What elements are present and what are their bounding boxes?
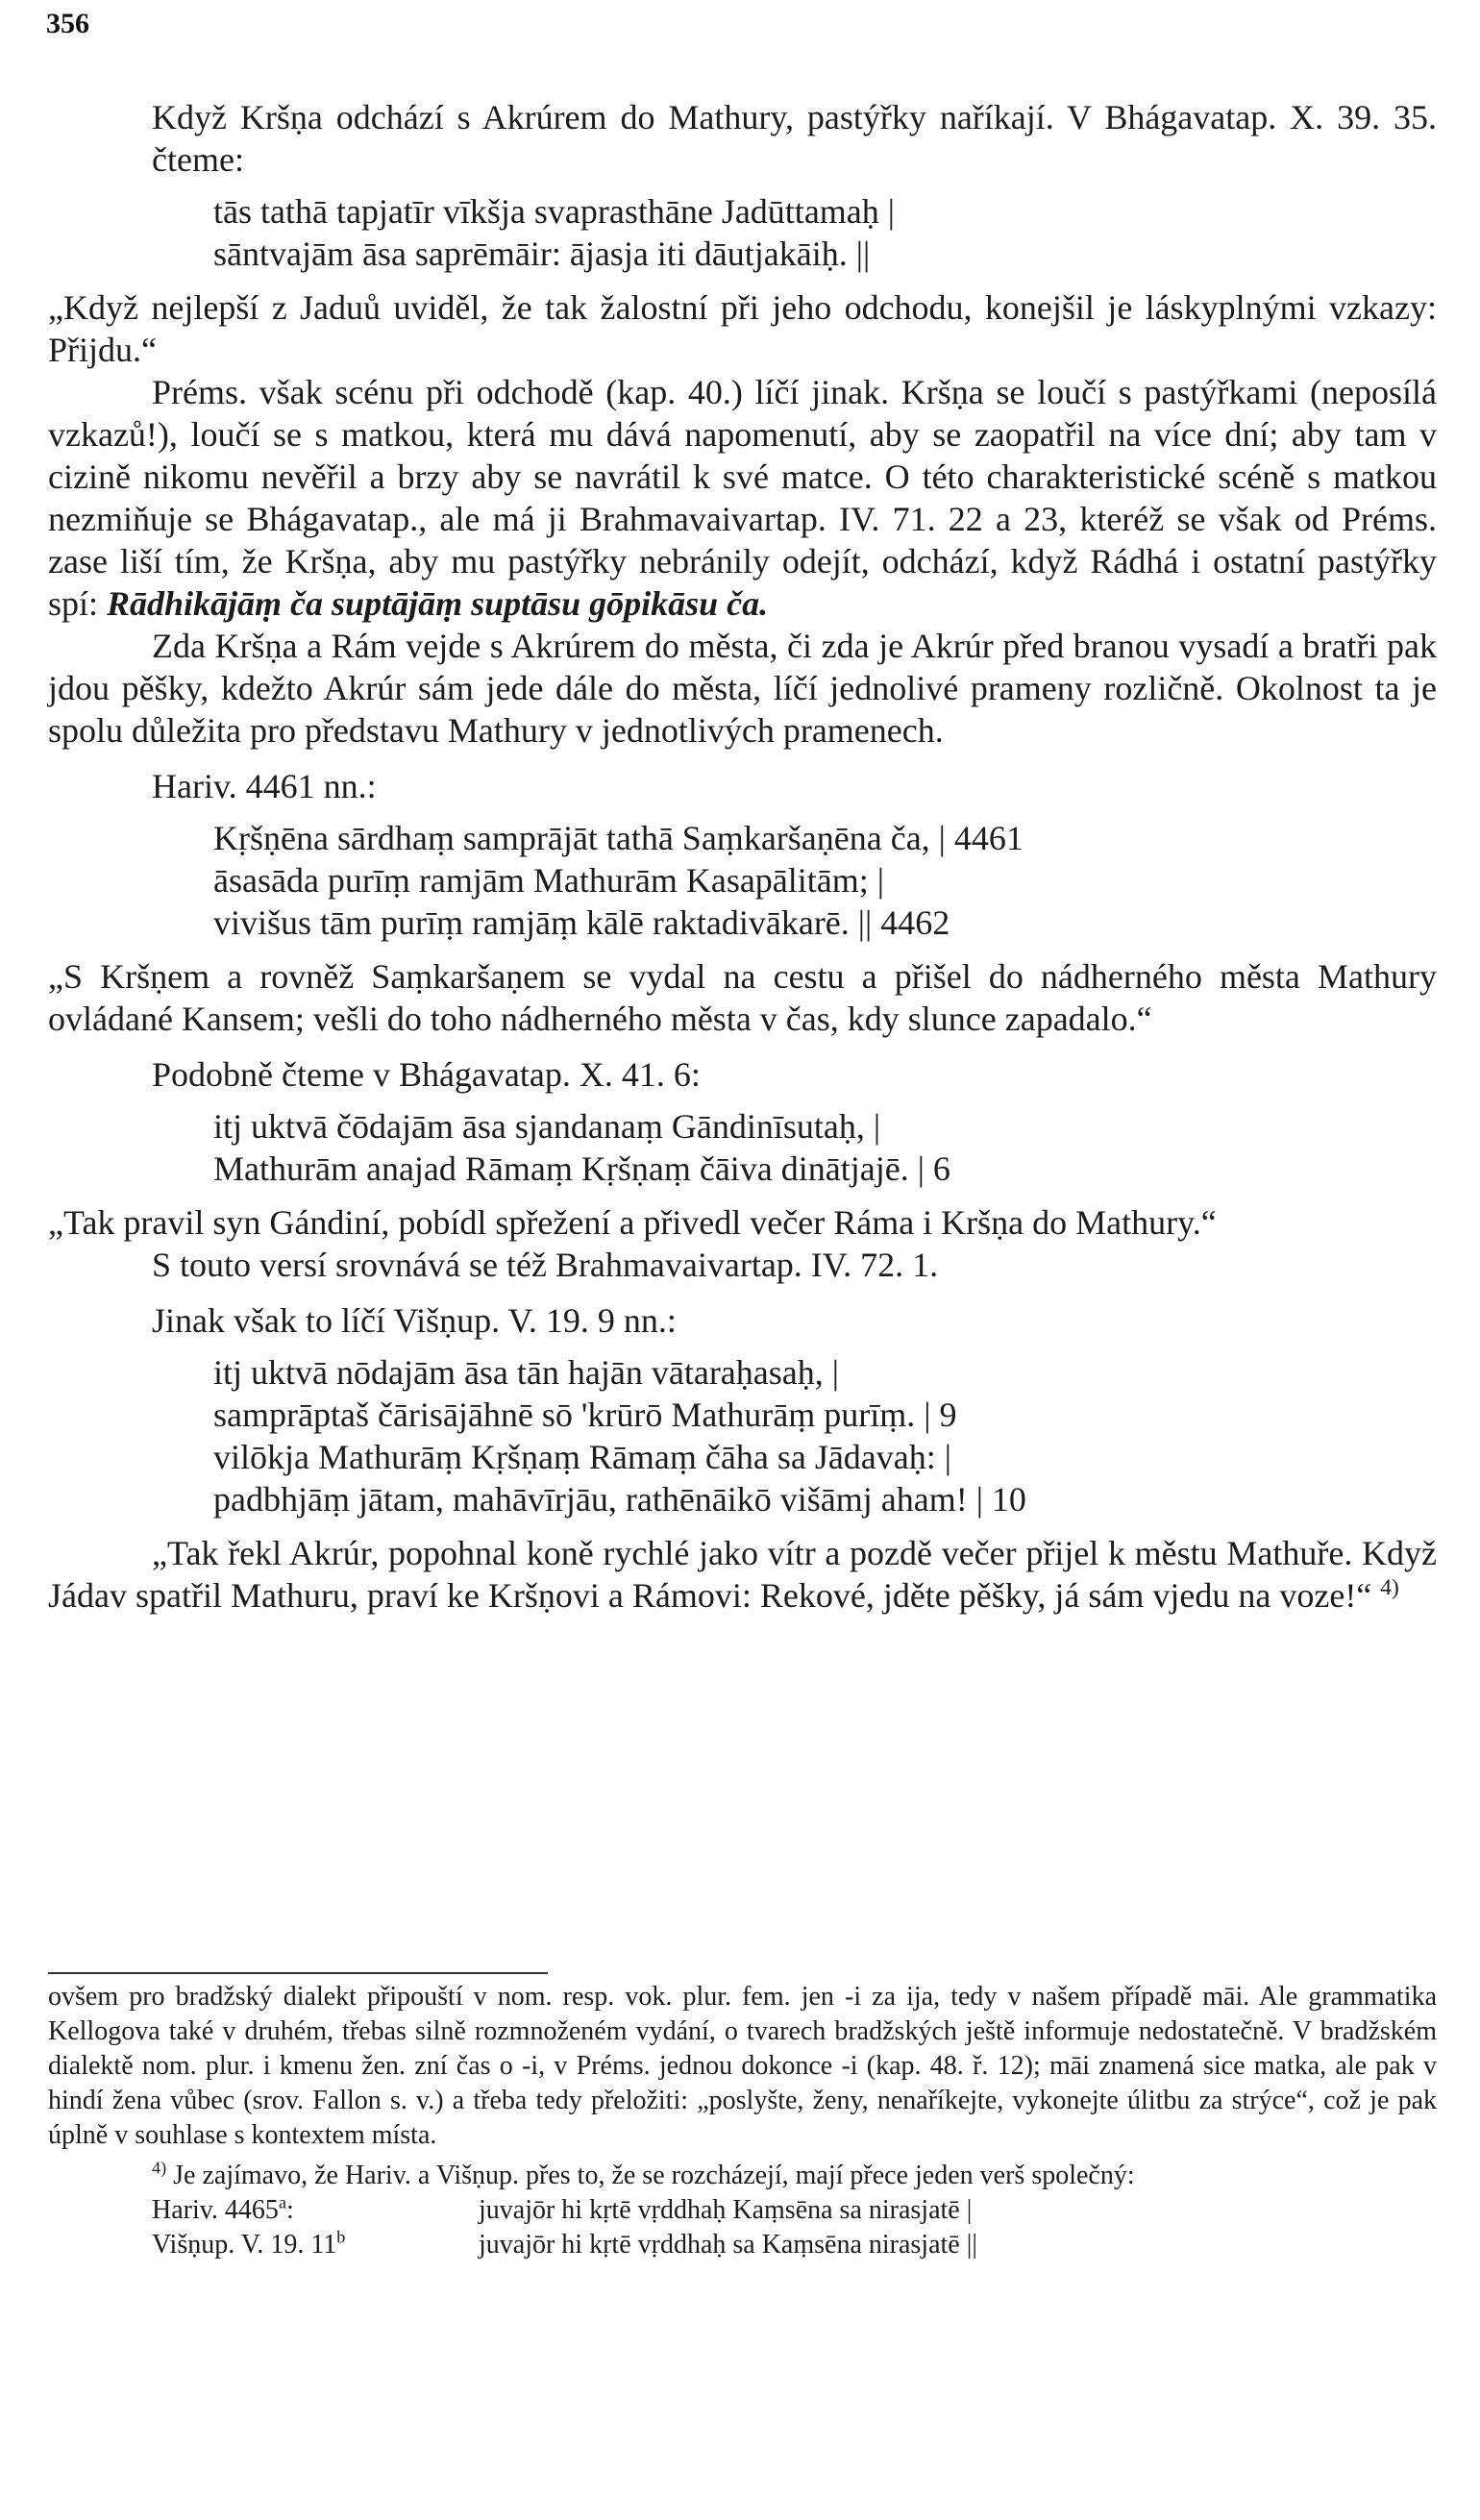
paragraph-brahmavaivarta: S touto versí srovnává se též Brahmavaivartap. IV. 72. 1. <box>152 1246 939 1284</box>
translation-3: „Tak pravil syn Gándiní, pobídl spřežení a přivedl večer Ráma i Kršṇa do Mathury.“ <box>48 1203 1217 1242</box>
parallel-source: Hariv. 4465 <box>152 2195 279 2225</box>
parallel-text: juvajōr hi kṛtē vṛddhaḥ Kaṃsēna sa nirasjatē | <box>479 2195 973 2225</box>
parallel-text: juvajōr hi kṛtē vṛddhaḥ sa Kaṃsēna nirasjatē || <box>479 2230 977 2260</box>
heading-bhagavata-41: Podobně čteme v Bhágavatap. X. 41. 6: <box>152 1055 701 1094</box>
paragraph-prems <box>48 371 1437 625</box>
verse-line: Kṛšṇēna sārdhaṃ samprājāt tathā Saṃkaršaṇēna ča, | 4461 <box>213 819 1024 857</box>
footnote-number: 4) <box>152 2158 167 2178</box>
parallel-colon: : <box>286 2195 294 2225</box>
verse-line: padbhjāṃ jātam, mahāvīrjāu, rathēnāikō višāmj aham! | 10 <box>213 1480 1026 1519</box>
paragraph-intro: Když Kršṇa odchází s Akrúrem do Mathury, pastýřky naříkají. V Bhágavatap. X. 39. 35. čteme: <box>152 98 1437 179</box>
translation-2: „S Kršṇem a rovněž Saṃkaršaṇem se vydal na cestu a přišel do nádherného města Mathury ovládané Kansem; vešli do toho nádherného města v čas, kdy slunce zapadalo.“ <box>48 957 1437 1038</box>
verse-line: Mathurām anajad Rāmaṃ Kṛšṇaṃ čāiva dinātjajē. | 6 <box>213 1149 950 1188</box>
verse-line: itj uktvā nōdajām āsa tān hajān vātaraḥasaḥ, | <box>213 1353 839 1392</box>
verse-line: vilōkja Mathurāṃ Kṛšṇaṃ Rāmaṃ čāha sa Jādavaḥ: | <box>213 1438 951 1476</box>
page-number: 356 <box>46 8 89 39</box>
footnote-4 <box>48 2159 1437 2193</box>
parallel-label <box>152 2193 479 2228</box>
footnote-3-continuation: ovšem pro bradžský dialekt připouští v nom. resp. vok. plur. fem. jen -i za ija, tedy v našem případě māi. Ale grammatika Kellogova také v druhém, třebas silně rozmnoženém vydání, o tvarech bradžských ještě informuje nedostatečně. V bradžském dialektě nom. plur. i kmenu žen. zní čas o -i, v Préms. jednou dokonce -i (kap. 48. ř. 12); māi znamená sice matka, ale pak v hindí žena vůbec (srov. Fallon s. v.) a třeba tedy přeložiti: „poslyšte, ženy, nenaříkejte, vykonejte úlitbu za strýce“, což je pak úplně v souhlase s kontextem místa. <box>48 1982 1437 2150</box>
parallel-sup: b <box>336 2227 346 2247</box>
verse-line: sāntvajām āsa saprēmāir: ājasja iti dāutjakāiḥ. || <box>213 235 871 273</box>
verse-line: itj uktvā čōdajām āsa sjandanaṃ Gāndinīsutaḥ, | <box>213 1107 881 1146</box>
verse-hariv <box>48 817 1437 944</box>
verse-visnup <box>48 1351 1437 1520</box>
footnotes <box>48 1980 1437 2262</box>
heading-hariv: Hariv. 4461 nn.: <box>152 767 377 805</box>
parallel-source: Višṇup. V. 19. 11 <box>152 2230 337 2260</box>
verse-bhagavata-39 <box>48 190 1437 275</box>
verse-line: āsasāda purīṃ ramjām Mathurām Kasapālitām; | <box>213 861 884 900</box>
verse-bhagavata-41 <box>48 1105 1437 1190</box>
verse-line: samprāptaš čārisājāhnē sō 'krūrō Mathurāṃ purīṃ. | 9 <box>213 1396 957 1434</box>
heading-visnup: Jinak však to líčí Višṇup. V. 19. 9 nn.: <box>152 1301 677 1340</box>
verse-line: vivišus tām purīṃ ramjāṃ kālē raktadivākarē. || 4462 <box>213 903 950 942</box>
parallel-label <box>152 2228 479 2262</box>
main-text <box>48 96 1437 1617</box>
verse-line: tās tathā tapjatīr vīkšja svaprasthāne Jadūttamaḥ | <box>213 192 895 231</box>
translation-text: „Tak řekl Akrúr, popohnal koně rychlé jako vítr a pozdě večer přijel k městu Mathuře. Když Jádav spatřil Mathuru, praví ke Kršṇovi a Rámovi: Rekové, jděte pěšky, já sám vjedu na voze!“ <box>48 1534 1437 1615</box>
footnote-text: Je zajímavo, že Hariv. a Višṇup. přes to, že se rozcházejí, mají přece jeden verš společný: <box>173 2161 1135 2190</box>
footnote-ref: 4) <box>1380 1575 1399 1600</box>
quote-sanskrit: Rādhikājāṃ ča suptājāṃ suptāsu gōpikāsu ča. <box>107 584 769 623</box>
parallel-verse-hariv <box>48 2193 1437 2228</box>
parallel-sup: a <box>278 2192 287 2212</box>
parallel-verse-visnup <box>48 2228 1437 2262</box>
paragraph-mathura: Zda Kršṇa a Rám vejde s Akrúrem do města, či zda je Akrúr před branou vysadí a bratři pak jdou pěšky, kdežto Akrúr sám jede dále do města, líčí jednolivé prameny rozličně. Okolnost ta je spolu důležita pro představu Mathury v jednotlivých pramenech. <box>48 627 1437 750</box>
paragraph-text: Préms. však scénu při odchodě (kap. 40.) líčí jinak. Kršṇa se loučí s pastýřkami (neposílá vzkazů!), loučí se s matkou, která mu dává napomenutí, aby se zaopatřil na více dní; aby tam v cizině nikomu nevěřil a brzy aby se navrátil k své matce. O této charakteristické scéně s matkou nezmiňuje se Bhágavatap., ale má ji Brahmavaivartap. IV. 71. 22 a 23, kteréž se však od Préms. zase liší tím, že Kršṇa, aby mu pastýřky nebránily odejít, odchází, když Rádhá i ostatní pastýřky spí: <box>48 373 1437 623</box>
translation-1: „Když nejlepší z Jaduů uviděl, že tak žalostní při jeho odchodu, konejšil je láskyplnými vzkazy: Přijdu.“ <box>48 288 1437 369</box>
footnote-divider <box>48 1972 548 1974</box>
translation-4 <box>48 1532 1437 1617</box>
